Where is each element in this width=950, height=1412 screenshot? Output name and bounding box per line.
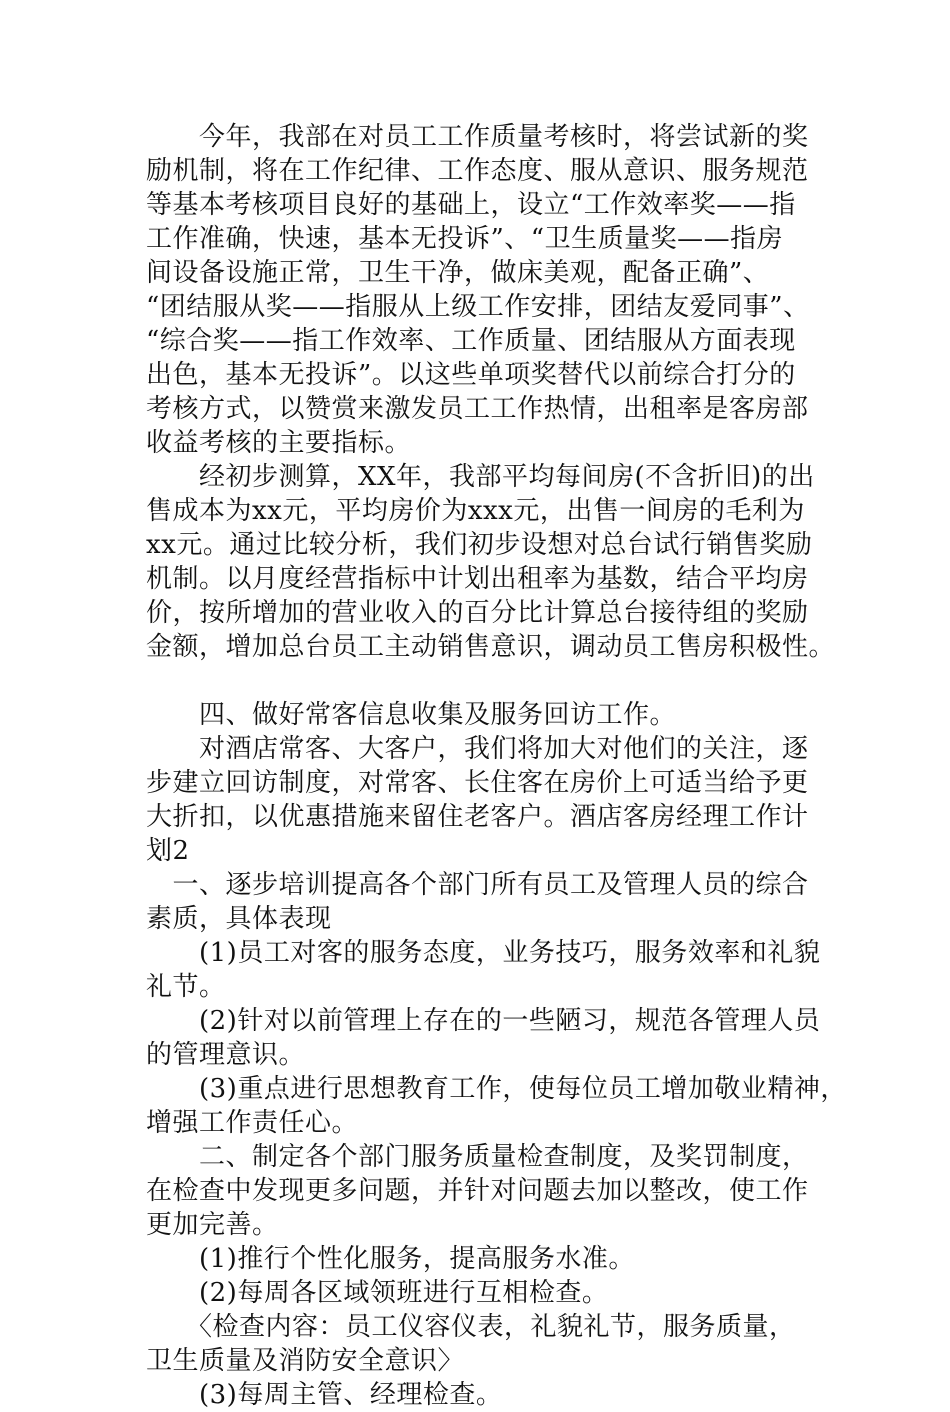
- list-item: (2)每周各区域领班进行互相检查。: [146, 1278, 609, 1308]
- text-line: 考核方式，以赞赏来激发员工工作热情，出租率是客房部: [146, 394, 809, 424]
- text-line: 今年，我部在对员工工作质量考核时，将尝试新的奖: [146, 122, 809, 152]
- text-line: 增强工作责任心。: [146, 1108, 359, 1138]
- list-item: (2)针对以前管理上存在的一些陋习，规范各管理人员: [146, 1006, 821, 1036]
- text-line: 价，按所增加的营业收入的百分比计算总台接待组的奖励: [146, 598, 809, 628]
- text-line: 经初步测算，XX年，我部平均每间房(不含折旧)的出: [146, 462, 815, 492]
- text-line: 机制。以月度经营指标中计划出租率为基数，结合平均房: [146, 564, 809, 594]
- section-heading: 一、逐步培训提高各个部门所有员工及管理人员的综合: [146, 870, 809, 900]
- text-line: 在检查中发现更多问题，并针对问题去加以整改，使工作: [146, 1176, 809, 1206]
- text-line: 售成本为xx元，平均房价为xxx元，出售一间房的毛利为: [146, 496, 805, 526]
- text-line: 对酒店常客、大客户，我们将加大对他们的关注，逐: [146, 734, 809, 764]
- list-item: (3)重点进行思想教育工作，使每位员工增加敬业精神，: [146, 1074, 847, 1104]
- text-line: 更加完善。: [146, 1210, 279, 1240]
- text-line: 卫生质量及消防安全意识〉: [146, 1346, 465, 1376]
- text-line: (3)每周主管、经理检查。: [146, 1380, 503, 1410]
- text-line: 出色，基本无投诉”。以这些单项奖替代以前综合打分的: [146, 360, 796, 390]
- text-line: “综合奖——指工作效率、工作质量、团结服从方面表现: [146, 326, 796, 356]
- text-line: 间设备设施正常，卫生干净，做床美观，配备正确”、: [146, 258, 770, 288]
- text-line: 工作准确，快速，基本无投诉”、“卫生质量奖——指房: [146, 224, 784, 254]
- text-line: 划2: [146, 836, 190, 866]
- text-line: 〈检查内容：员工仪容仪表，礼貌礼节，服务质量，: [146, 1312, 796, 1342]
- list-item: (1)员工对客的服务态度，业务技巧，服务效率和礼貌: [146, 938, 821, 968]
- list-item: (1)推行个性化服务，提高服务水准。: [146, 1244, 635, 1274]
- text-line: xx元。通过比较分析，我们初步设想对总台试行销售奖励: [146, 530, 813, 560]
- text-line: 步建立回访制度，对常客、长住客在房价上可适当给予更: [146, 768, 809, 798]
- text-line: 素质，具体表现: [146, 904, 332, 934]
- text-line: 的管理意识。: [146, 1040, 306, 1070]
- section-heading: 二、制定各个部门服务质量检查制度，及奖罚制度，: [146, 1142, 809, 1172]
- text-line: 收益考核的主要指标。: [146, 428, 412, 458]
- section-heading: 四、做好常客信息收集及服务回访工作。: [146, 700, 677, 730]
- text-line: 等基本考核项目良好的基础上，设立“工作效率奖——指: [146, 190, 796, 220]
- text-line: 礼节。: [146, 972, 226, 1002]
- text-line: 励机制，将在工作纪律、工作态度、服从意识、服务规范: [146, 156, 809, 186]
- text-line: “团结服从奖——指服从上级工作安排，团结友爱同事”、: [146, 292, 810, 322]
- text-line: 大折扣，以优惠措施来留住老客户。酒店客房经理工作计: [146, 802, 809, 832]
- text-line: 金额，增加总台员工主动销售意识，调动员工售房积极性。: [146, 632, 836, 662]
